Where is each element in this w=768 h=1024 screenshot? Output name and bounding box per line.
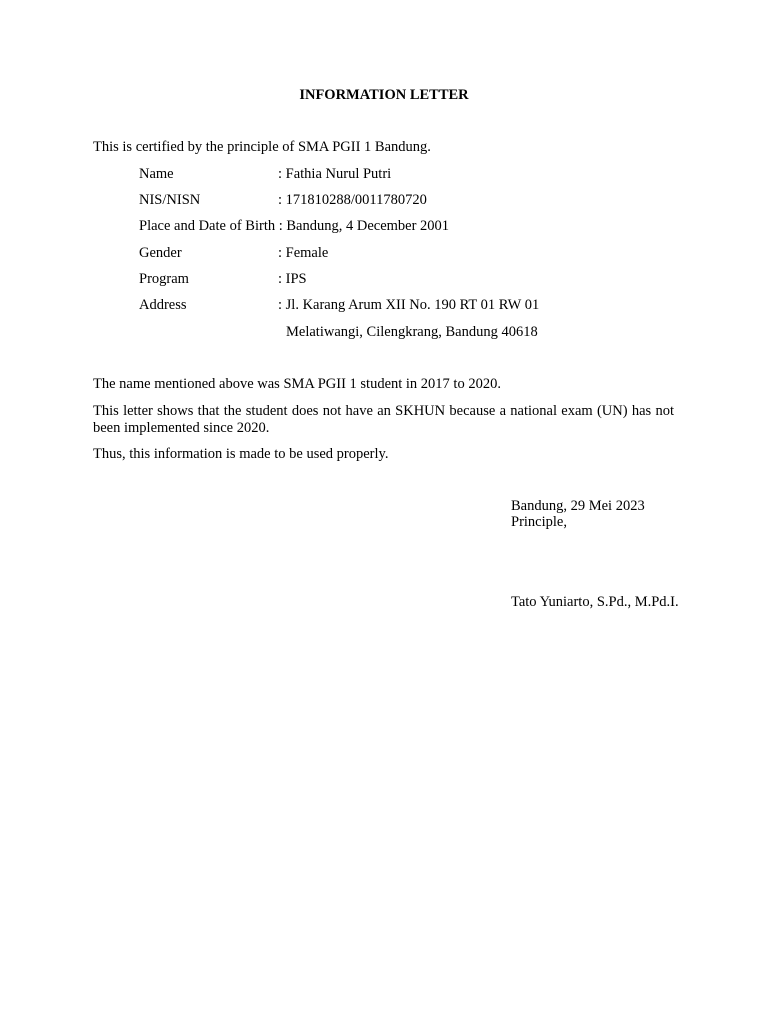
address-line-1: : Jl. Karang Arum XII No. 190 RT 01 RW 01: [278, 297, 540, 313]
student-birth-row: [139, 218, 449, 235]
intro-paragraph: This is certified by the principle of SMA PGII 1 Bandung.: [93, 139, 431, 155]
signature-role: Principle,: [511, 514, 567, 530]
program-label: Program: [139, 271, 189, 287]
address-line-2: Melatiwangi, Cilengkrang, Bandung 40618: [286, 324, 538, 340]
program-value: : IPS: [278, 271, 307, 287]
closing-paragraph: Thus, this information is made to be used properly.: [93, 446, 389, 462]
gender-label: Gender: [139, 245, 182, 261]
skhun-paragraph: This letter shows that the student does not have an SKHUN because a national exam (UN) has not been implemented since 2020.: [93, 403, 674, 436]
signature-name: Tato Yuniarto, S.Pd., M.Pd.I.: [511, 594, 679, 610]
student-gender-row: [139, 245, 328, 262]
student-years-paragraph: The name mentioned above was SMA PGII 1 student in 2017 to 2020.: [93, 376, 501, 392]
student-address-row: [139, 297, 539, 314]
birth-label: Place and Date of Birth: [139, 218, 276, 234]
name-label: Name: [139, 166, 174, 182]
gender-value: : Female: [278, 245, 329, 261]
birth-value: : Bandung, 4 December 2001: [278, 218, 450, 234]
student-nis-row: [139, 192, 427, 209]
name-value: : Fathia Nurul Putri: [278, 166, 392, 182]
address-label: Address: [139, 297, 187, 313]
nis-value: : 171810288/0011780720: [278, 192, 427, 208]
student-program-row: [139, 271, 307, 288]
student-name-row: [139, 166, 391, 183]
student-address-row-2: [286, 324, 538, 341]
nis-label: NIS/NISN: [139, 192, 201, 208]
letter-title: INFORMATION LETTER: [299, 87, 469, 103]
signature-place-date: Bandung, 29 Mei 2023: [511, 498, 645, 514]
